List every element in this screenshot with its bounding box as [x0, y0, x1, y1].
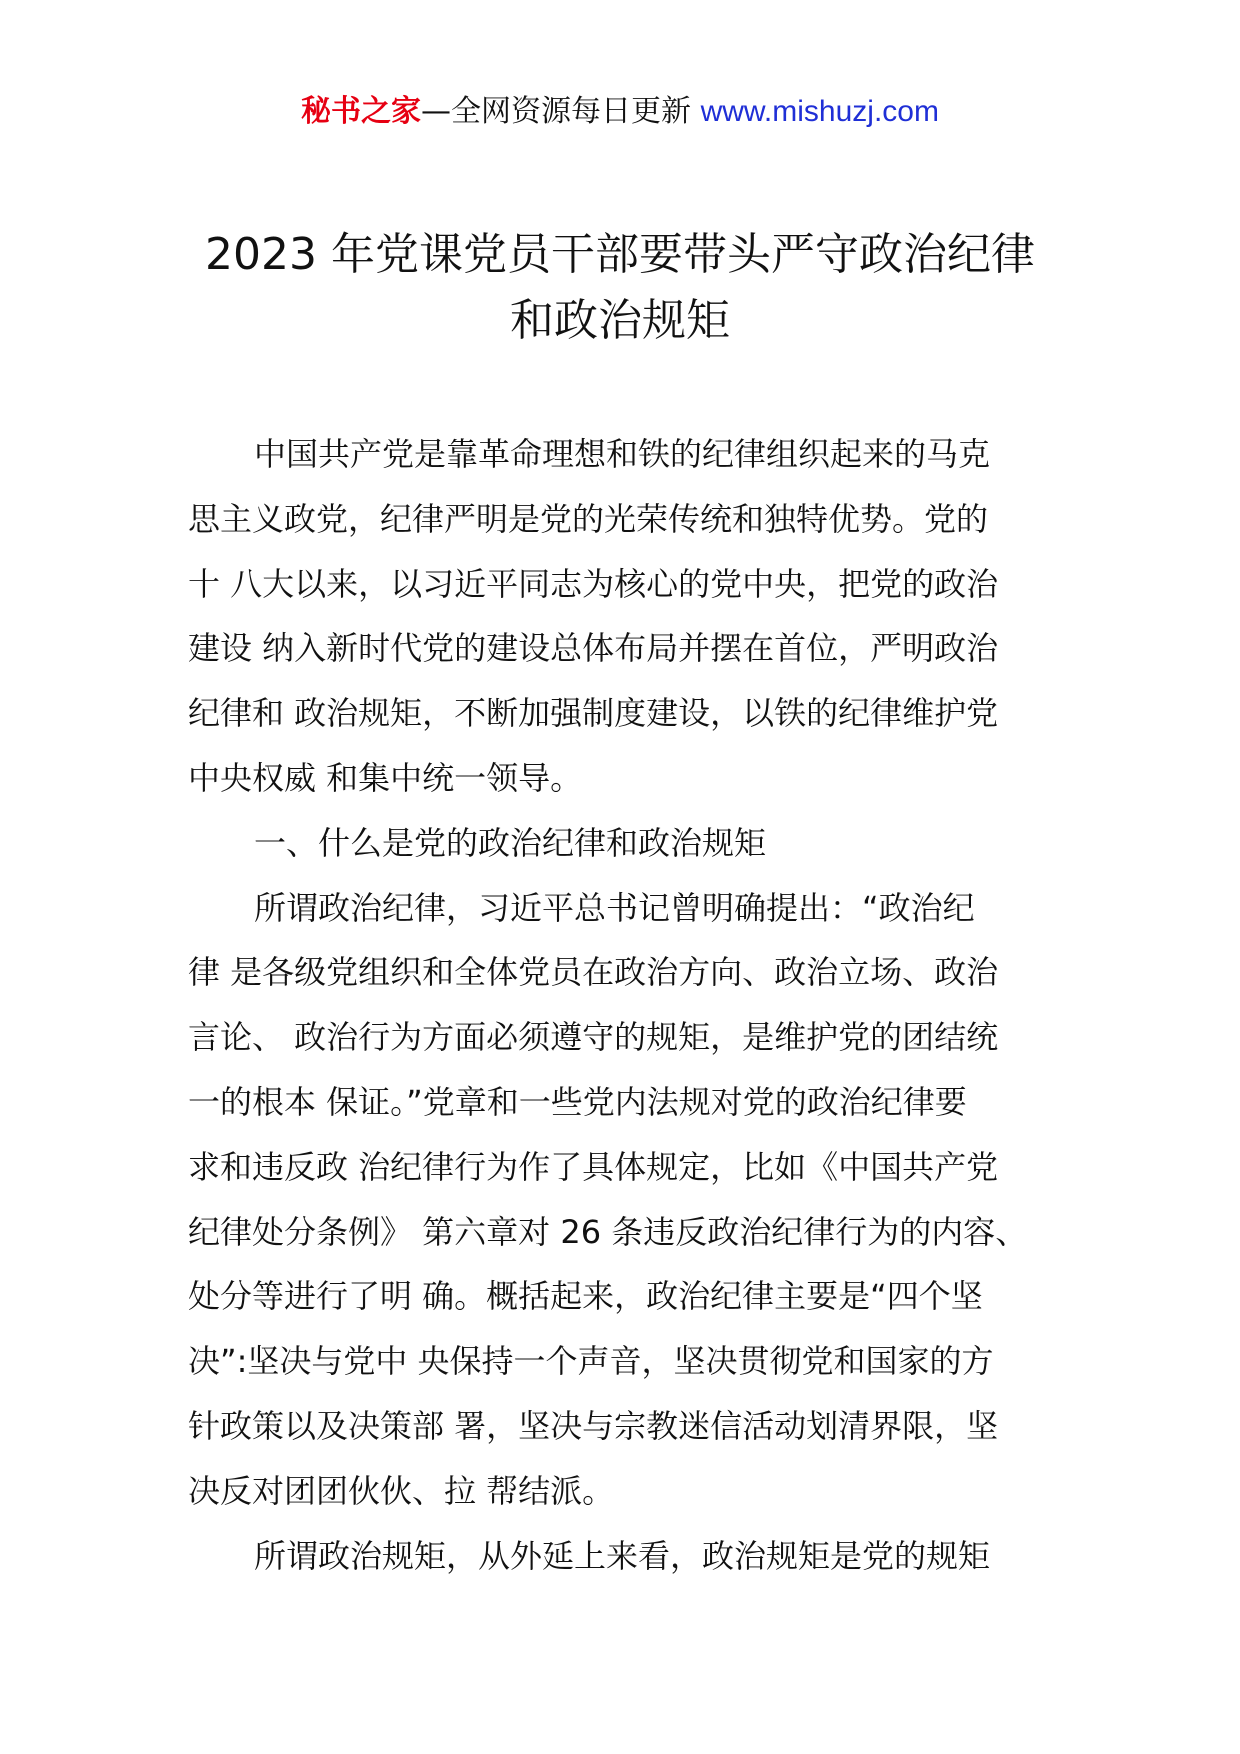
- text-line: 所谓政治规矩，从外延上来看，政治规矩是党的规矩: [254, 1536, 991, 1575]
- text-line: 言论、 政治行为方面必须遵守的规矩，是维护党的团结统: [188, 1018, 999, 1057]
- title-line: 2023 年党课党员干部要带头严守政治纪律: [205, 229, 1035, 280]
- text-line: 纪律和 政治规矩，不断加强制度建设，以铁的纪律维护党: [188, 694, 999, 733]
- text-line: 建设 纳入新时代党的建设总体布局并摆在首位，严明政治: [188, 629, 999, 668]
- site-tagline: 全网资源每日更新: [451, 94, 692, 129]
- text-line: 十 八大以来，以习近平同志为核心的党中央，把党的政治: [188, 564, 999, 603]
- header-separator: —: [421, 94, 452, 129]
- text-line: 决反对团团伙伙、拉 帮结派。: [188, 1471, 615, 1510]
- section-heading-text: 一、什么是党的政治纪律和政治规矩: [254, 823, 767, 862]
- political-discipline-paragraph: [188, 876, 1056, 1524]
- text-line: 处分等进行了明 确。概括起来，政治纪律主要是“四个坚: [188, 1277, 983, 1316]
- political-rules-paragraph: [188, 1524, 1056, 1589]
- section-heading: [188, 811, 1056, 876]
- site-header: [0, 92, 1240, 132]
- text-line: 中央权威 和集中统一领导。: [188, 758, 583, 797]
- document-title: [150, 222, 1090, 354]
- intro-paragraph: [188, 422, 1056, 811]
- text-line: 纪律处分条例》 第六章对 26 条违反政治纪律行为的内容、: [188, 1212, 1028, 1251]
- text-line: 决”:坚决与党中 央保持一个声音，坚决贯彻党和国家的方: [188, 1342, 994, 1381]
- text-line: 思主义政党，纪律严明是党的光荣传统和独特优势。党的: [188, 499, 989, 538]
- site-brand: 秘书之家: [301, 94, 422, 129]
- text-line: 针政策以及决策部 署，坚决与宗教迷信活动划清界限，坚: [188, 1406, 999, 1445]
- text-line: 一的根本 保证。”党章和一些党内法规对党的政治纪律要: [188, 1082, 967, 1121]
- site-url-link[interactable]: www.mishuzj.com: [700, 95, 939, 128]
- text-line: 所谓政治纪律，习近平总书记曾明确提出：“政治纪: [254, 888, 975, 927]
- text-line: 求和违反政 治纪律行为作了具体规定，比如《中国共产党: [188, 1147, 999, 1186]
- text-line: 律 是各级党组织和全体党员在政治方向、政治立场、政治: [188, 953, 999, 992]
- document-body: [188, 422, 1056, 1588]
- title-line: 和政治规矩: [510, 295, 730, 346]
- text-line: 中国共产党是靠革命理想和铁的纪律组织起来的马克: [254, 435, 991, 473]
